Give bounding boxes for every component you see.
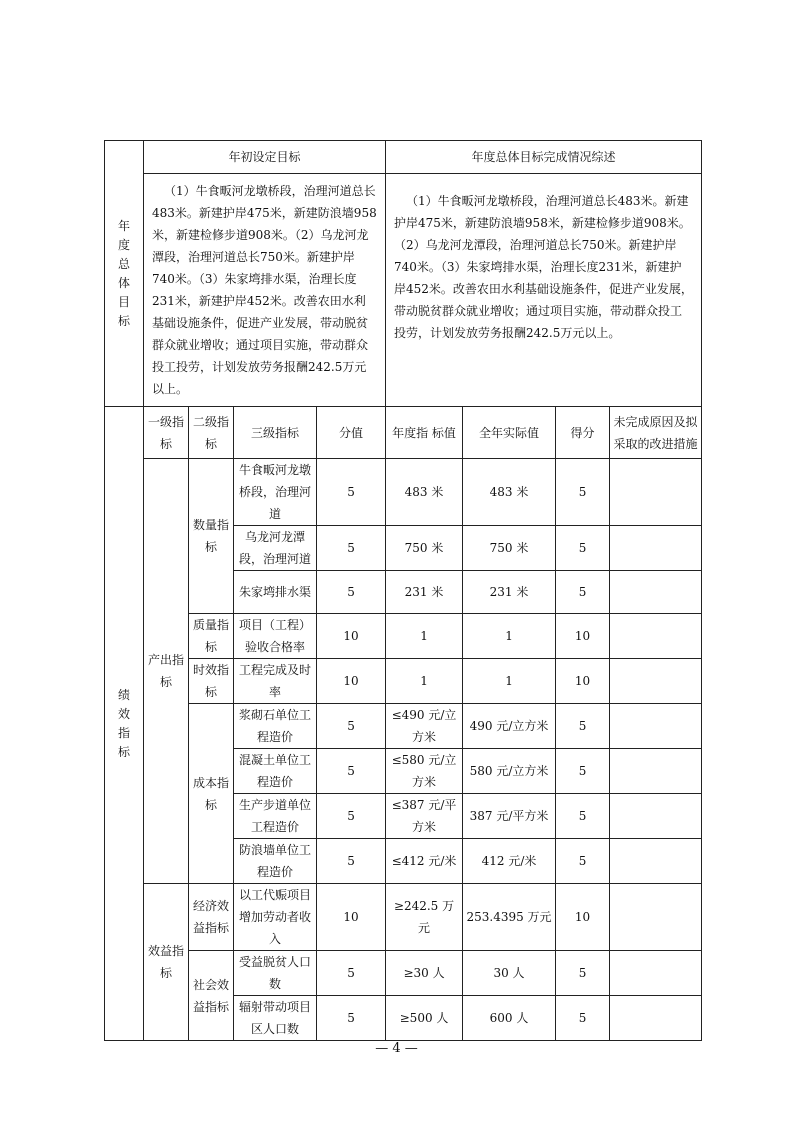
header-reason: 未完成原因及拟采取的改进措施	[610, 407, 702, 459]
table-row	[105, 659, 702, 704]
goal-completion-text: （1）牛食畈河龙墩桥段，治理河道总长483米。新建护岸475米，新建防浪墙958米，新建检修步道908米。（2）乌龙河龙潭段，治理河道总长750米。新建护岸740米。（3）朱家塆排水渠，治理长度231米，新建护岸452米。改善农田水利基础设施条件，促进产业发展，带动脱贫群众就业增收；通过项目实施，带动群众投工投劳，计划发放劳务报酬242.5万元以上。	[386, 174, 702, 407]
indicator-value: 5	[317, 526, 386, 571]
indicator-target: 750 米	[386, 526, 463, 571]
table-row	[105, 614, 702, 659]
goal-header-row	[105, 141, 702, 174]
indicator-name: 项目（工程）验收合格率	[234, 614, 317, 659]
indicator-name: 朱家塆排水渠	[234, 571, 317, 614]
indicator-actual: 750 米	[463, 526, 556, 571]
indicator-actual: 600 人	[463, 996, 556, 1041]
indicator-target: ≤412 元/米	[386, 839, 463, 884]
indicator-score: 5	[556, 996, 610, 1041]
indicator-actual: 483 米	[463, 459, 556, 526]
goal-text-row	[105, 174, 702, 407]
indicator-target: ≥30 人	[386, 951, 463, 996]
indicator-score: 5	[556, 794, 610, 839]
indicator-target: 231 米	[386, 571, 463, 614]
indicator-target: ≥242.5 万元	[386, 884, 463, 951]
indicator-score: 5	[556, 951, 610, 996]
header-annual-target: 年度指 标值	[386, 407, 463, 459]
indicator-value: 10	[317, 659, 386, 704]
goal-initial-text: （1）牛食畈河龙墩桥段，治理河道总长483米。新建护岸475米，新建防浪墙958米，新建检修步道908米。（2）乌龙河龙潭段，治理河道总长750米。新建护岸740米。（3）朱家塆排水渠，治理长度231米，新建护岸452米。改善农田水利基础设施条件，促进产业发展，带动脱贫群众就业增收；通过项目实施，带动群众投工投劳，计划发放劳务报酬242.5万元以上。	[144, 174, 386, 407]
table-row	[105, 884, 702, 951]
goal-completion-header: 年度总体目标完成情况综述	[386, 141, 702, 174]
indicator-score: 5	[556, 571, 610, 614]
indicator-value: 5	[317, 459, 386, 526]
header-score-value: 分值	[317, 407, 386, 459]
indicator-actual: 1	[463, 614, 556, 659]
sub-timeliness: 时效指标	[189, 659, 234, 704]
table-row	[105, 951, 702, 996]
group-output: 产出指标	[144, 459, 189, 884]
header-level3: 三级指标	[234, 407, 317, 459]
indicator-reason	[610, 526, 702, 571]
table-row	[105, 704, 702, 749]
performance-table	[104, 140, 702, 1041]
indicator-reason	[610, 614, 702, 659]
indicator-score: 10	[556, 659, 610, 704]
indicator-score: 10	[556, 614, 610, 659]
indicator-reason	[610, 951, 702, 996]
indicator-actual: 1	[463, 659, 556, 704]
perf-row-label: 绩 效 指 标	[105, 407, 144, 1041]
indicator-reason	[610, 996, 702, 1041]
indicator-value: 10	[317, 614, 386, 659]
table-row	[105, 459, 702, 526]
indicator-target: 1	[386, 659, 463, 704]
indicator-score: 5	[556, 459, 610, 526]
indicator-score: 5	[556, 526, 610, 571]
indicator-target: ≤490 元/立方米	[386, 704, 463, 749]
indicator-actual: 580 元/立方米	[463, 749, 556, 794]
goal-row-label: 年 度 总 体 目 标	[105, 141, 144, 407]
indicator-value: 5	[317, 571, 386, 614]
indicator-actual: 231 米	[463, 571, 556, 614]
indicator-reason	[610, 839, 702, 884]
perf-header-row	[105, 407, 702, 459]
indicator-actual: 412 元/米	[463, 839, 556, 884]
indicator-name: 以工代赈项目增加劳动者收入	[234, 884, 317, 951]
sub-quantity: 数量指标	[189, 459, 234, 614]
indicator-reason	[610, 659, 702, 704]
header-actual: 全年实际值	[463, 407, 556, 459]
indicator-actual: 253.4395 万元	[463, 884, 556, 951]
indicator-reason	[610, 794, 702, 839]
indicator-score: 5	[556, 749, 610, 794]
indicator-reason	[610, 749, 702, 794]
indicator-reason	[610, 884, 702, 951]
header-score: 得分	[556, 407, 610, 459]
indicator-target: ≥500 人	[386, 996, 463, 1041]
indicator-target: ≤580 元/立方米	[386, 749, 463, 794]
indicator-name: 受益脱贫人口数	[234, 951, 317, 996]
indicator-value: 10	[317, 884, 386, 951]
indicator-reason	[610, 571, 702, 614]
indicator-name: 辐射带动项目区人口数	[234, 996, 317, 1041]
indicator-reason	[610, 459, 702, 526]
indicator-name: 生产步道单位工程造价	[234, 794, 317, 839]
goal-initial-header: 年初设定目标	[144, 141, 386, 174]
page-number: — 4 —	[375, 1041, 418, 1056]
indicator-actual: 30 人	[463, 951, 556, 996]
indicator-value: 5	[317, 704, 386, 749]
sub-economic: 经济效益指标	[189, 884, 234, 951]
indicator-score: 10	[556, 884, 610, 951]
indicator-actual: 490 元/立方米	[463, 704, 556, 749]
header-level1: 一级指标	[144, 407, 189, 459]
indicator-name: 牛食畈河龙墩桥段，治理河道	[234, 459, 317, 526]
indicator-name: 乌龙河龙潭段，治理河道	[234, 526, 317, 571]
indicator-target: ≤387 元/平方米	[386, 794, 463, 839]
indicator-name: 防浪墙单位工程造价	[234, 839, 317, 884]
group-benefit: 效益指标	[144, 884, 189, 1041]
indicator-score: 5	[556, 839, 610, 884]
indicator-name: 浆砌石单位工程造价	[234, 704, 317, 749]
indicator-name: 工程完成及时率	[234, 659, 317, 704]
indicator-value: 5	[317, 951, 386, 996]
indicator-target: 1	[386, 614, 463, 659]
indicator-name: 混凝土单位工程造价	[234, 749, 317, 794]
indicator-reason	[610, 704, 702, 749]
header-level2: 二级指标	[189, 407, 234, 459]
indicator-actual: 387 元/平方米	[463, 794, 556, 839]
indicator-target: 483 米	[386, 459, 463, 526]
indicator-value: 5	[317, 749, 386, 794]
sub-social: 社会效益指标	[189, 951, 234, 1041]
sub-quality: 质量指标	[189, 614, 234, 659]
indicator-value: 5	[317, 794, 386, 839]
indicator-value: 5	[317, 996, 386, 1041]
indicator-value: 5	[317, 839, 386, 884]
sub-cost: 成本指标	[189, 704, 234, 884]
indicator-score: 5	[556, 704, 610, 749]
